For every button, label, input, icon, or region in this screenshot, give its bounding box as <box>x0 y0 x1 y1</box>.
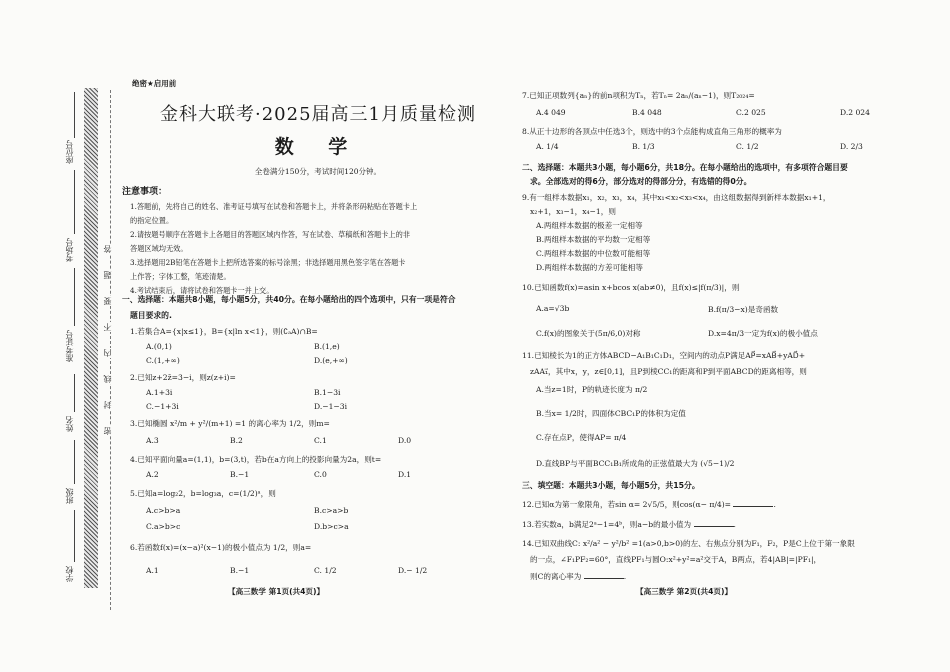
seal-word: 线 <box>103 375 112 383</box>
section-heading: 题目要求的. <box>130 311 172 320</box>
question-stem: 5.已知a=log₂2，b=log₃a，c=(1/2)ᵃ，则 <box>130 489 276 498</box>
label-admission-number: 准考证号 <box>65 330 74 362</box>
option: A. 1/4 <box>536 142 559 151</box>
option: A.a=√3b <box>536 304 570 313</box>
option: B.1−3i <box>314 388 341 397</box>
option: A.3 <box>146 436 159 445</box>
option: B.f(π/3−x)是奇函数 <box>708 305 779 314</box>
question-stem: 14.已知双曲线C: x²/a² − y²/b² =1(a>0,b>0)的左、右焦点分别为F₁，F₂，P是C上位于第一象限 <box>522 539 855 548</box>
option: D.两组样本数据的方差可能相等 <box>536 263 643 272</box>
option: D.2 024 <box>840 108 870 117</box>
option: C.f(x)的图象关于(5π/6,0)对称 <box>536 329 641 338</box>
notice-item: 答题区域均无效。 <box>130 244 188 253</box>
option: D.x=4π/3一定为f(x)的极小值点 <box>708 329 818 338</box>
option: D.b>c>a <box>314 522 349 531</box>
option: A.当z=1时，P的轨迹长度为 π/2 <box>536 385 648 394</box>
section-heading: 求。全部选对的得6分，部分选对的得部分分，有选错的得0分。 <box>530 177 752 186</box>
option: C. 1/2 <box>314 566 337 575</box>
option: C.0 <box>314 470 327 479</box>
option: A.1 <box>146 566 159 575</box>
exam-title: 金科大联考·2025届高三1月质量检测 <box>160 104 476 125</box>
option: D.− 1/2 <box>398 566 428 575</box>
notice-item: 1.答题前，先将自己的姓名、准考证号填写在试卷和答题卡上，并将条形码粘贴在答题卡上 <box>130 202 418 211</box>
label-school: 学校 <box>65 566 74 582</box>
option: C.两组样本数据的中位数可能相等 <box>536 249 651 258</box>
question-stem: 11.已知棱长为1的正方体ABCD−A₁B₁C₁D₁，空间内的动点P满足AP⃗=xAB⃗+yAD⃗+ <box>522 351 806 360</box>
seal-word: 答 <box>103 245 112 253</box>
question-stem: 6.若函数f(x)=(x−a)²(x−1)的极小值点为 1/2，则a= <box>130 543 312 552</box>
option: B.−1 <box>230 566 250 575</box>
notice-item: 上作答；字体工整，笔迹清楚。 <box>130 272 231 281</box>
option: B.(1,e) <box>314 342 340 351</box>
label-seat-number: 座位号 <box>65 140 74 164</box>
section-heading: 二、选择题：本题共3小题，每小题6分，共18分。在每小题给出的选项中，有多项符合题目要 <box>522 163 848 172</box>
question-stem: 2.已知z+2z̄=3−i，则z(z+i)= <box>130 373 236 382</box>
label-class: 班级 <box>65 488 74 504</box>
confidential-mark: 绝密★启用前 <box>132 79 177 88</box>
notice-heading: 注意事项： <box>122 187 168 197</box>
option: D.(e,+∞) <box>314 356 348 365</box>
option: A.(0,1) <box>146 342 172 351</box>
option: A.1+3i <box>146 388 173 397</box>
question-stem: 则C的离心率为 . <box>530 572 627 581</box>
binding-hatch <box>84 88 98 588</box>
option: C.−1+3i <box>146 402 179 411</box>
option: C.(1,+∞) <box>146 356 180 365</box>
option: A.2 <box>146 470 159 479</box>
question-stem: x₂+1，x₃−1，x₄−1，则 <box>530 207 616 216</box>
page-footer: 【高三数学 第1页(共4页)】 <box>228 587 325 596</box>
question-stem: 9.有一组样本数据x₁，x₂，x₃，x₄，其中x₁<x₂<x₃<x₄，由这组数据得到新样本数据x₁+1， <box>522 193 831 202</box>
label-name: 姓名 <box>65 416 74 432</box>
question-stem: 8.从正十边形的各顶点中任选3个，则选中的3个点能构成直角三角形的概率为 <box>522 127 782 136</box>
option: D.−1−3i <box>314 402 348 411</box>
question-stem: 的一点，∠F₁PF₂=60°，直线PF₁与圆O:x²+y²=a²交于A，B两点，若4|AB|=|PF₁|， <box>530 555 822 564</box>
question-stem: zAA₁⃗，其中x，y，z∈[0,1]，且P到棱CC₁的距离和P到平面ABCD的距离相等，则 <box>530 367 807 376</box>
option: B.当x= 1/2时，四面体CBC₁P的体积为定值 <box>536 409 686 418</box>
option: D. 2/3 <box>840 142 863 151</box>
notice-item: 2.请按题号顺序在答题卡上各题目的答题区域内作答，写在试卷、草稿纸和答题卡上的非 <box>130 230 410 239</box>
notice-item: 的指定位置。 <box>130 216 174 225</box>
option: B.两组样本数据的平均数一定相等 <box>536 235 651 244</box>
section-heading: 一、选择题：本题共8小题，每小题5分，共40分。在每小题给出的四个选项中，只有一项是符合 <box>122 295 456 304</box>
question-stem: 3.已知椭圆 x²/m + y²/(m+1) =1 的离心率为 1/2，则m= <box>130 419 330 428</box>
option: A.两组样本数据的极差一定相等 <box>536 221 643 230</box>
seal-word: 内 <box>103 349 112 357</box>
seal-word: 题 <box>103 271 112 279</box>
question-stem: 1.若集合A={x|x≤1}，B={x|ln x<1}，则(∁ₐA)∩B= <box>130 327 318 336</box>
seal-word: 不 <box>103 323 112 331</box>
notice-list <box>130 200 500 298</box>
page-footer: 【高三数学 第2页(共4页)】 <box>636 587 733 596</box>
question-stem: 7.已知正项数列{aₙ}的前n项积为Tₙ，若Tₙ= 2aₙ/(aₙ−1)，则T₂₀₂₄= <box>522 91 755 100</box>
option: C.1 <box>314 436 327 445</box>
option: B.c>a>b <box>314 506 349 515</box>
subject-title: 数 学 <box>274 136 362 158</box>
option: C.a>b>c <box>146 522 181 531</box>
option: C.存在点P，使得AP= π/4 <box>536 433 627 442</box>
label-exam-room: 考场号 <box>65 238 74 262</box>
score-time-line: 全卷满分150分，考试时间120分钟。 <box>254 167 382 176</box>
option: B.−1 <box>230 470 250 479</box>
answer-blank <box>584 570 624 579</box>
seal-word: 封 <box>103 401 112 409</box>
question-stem: 10.已知函数f(x)=asin x+bcos x(ab≠0)，且f(x)≤|f(π/3)|，则 <box>522 283 740 292</box>
answer-blank <box>694 518 734 527</box>
option: D.1 <box>398 470 412 479</box>
option: A.4 049 <box>536 108 566 117</box>
option: D.直线BP与平面BCC₁B₁所成角的正弦值最大为 (√5−1)/2 <box>536 459 735 468</box>
option: D.0 <box>398 436 412 445</box>
notice-item: 4.考试结束后，请将试卷和答题卡一并上交。 <box>130 286 274 295</box>
question-stem: 13.若实数a，b满足2ᵃ−1=4ᵇ，则a−b的最小值为 . <box>522 520 736 529</box>
option: C.2 025 <box>736 108 766 117</box>
notice-item: 3.选择题用2B铅笔在答题卡上把所选答案的标号涂黑；非选择题用黑色签字笔在答题卡 <box>130 258 406 267</box>
answer-blank <box>733 498 773 507</box>
question-stem: 4.已知平面向量a=(1,1)，b=(3,t)，若b在a方向上的投影向量为2a，则t= <box>130 455 382 464</box>
section-heading: 三、填空题：本题共3小题，每小题5分，共15分。 <box>522 481 700 490</box>
seal-word: 密 <box>103 427 112 435</box>
option: B.2 <box>230 436 243 445</box>
question-stem: 12.已知α为第一象限角，若sin α= 2√5/5，则cos(α− π/4)= . <box>522 500 776 509</box>
option: A.c>b>a <box>146 506 181 515</box>
seal-word: 要 <box>103 297 112 305</box>
option: C. 1/2 <box>736 142 759 151</box>
option: B. 1/3 <box>632 142 655 151</box>
option: B.4 048 <box>632 108 662 117</box>
